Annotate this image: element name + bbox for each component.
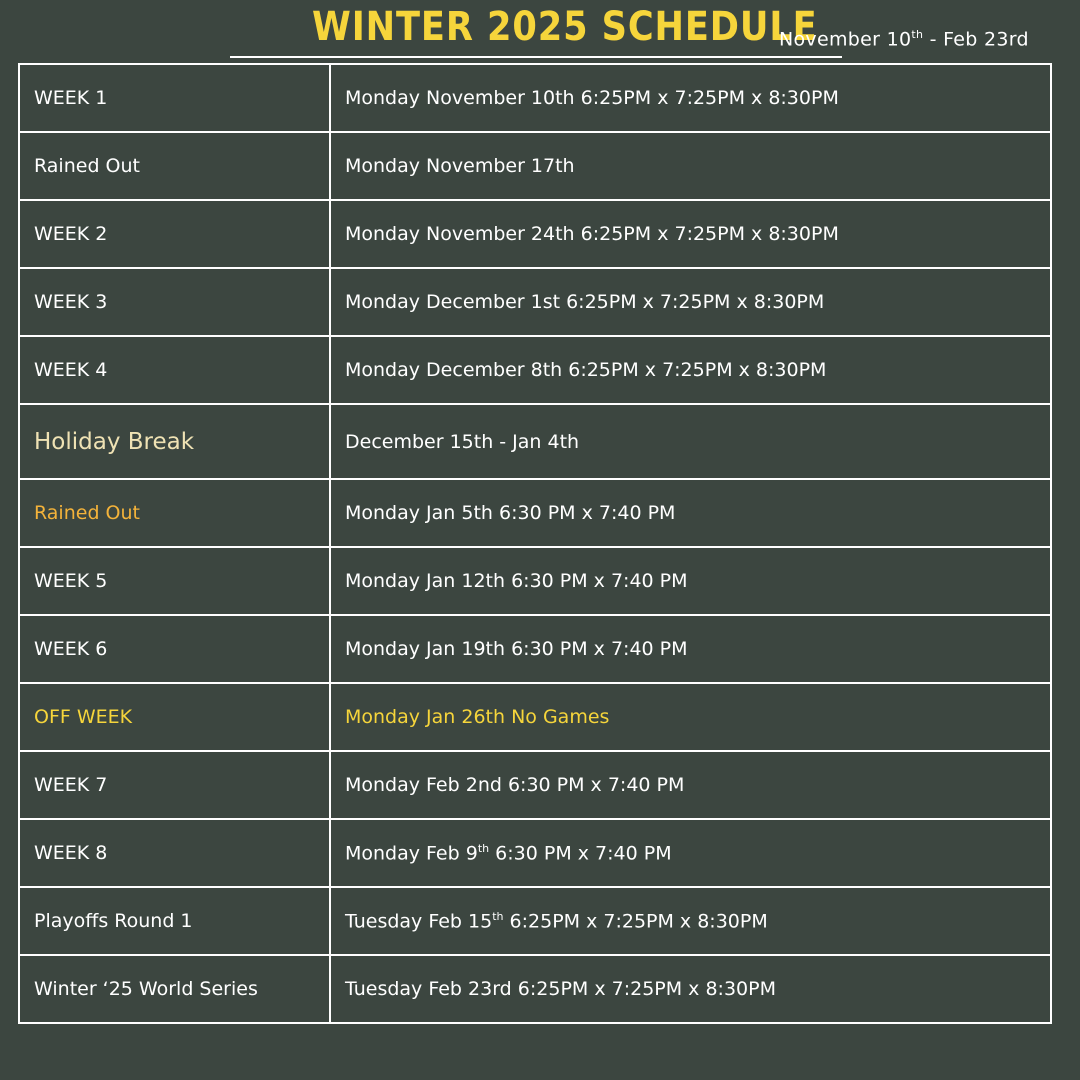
table-row — [19, 955, 1051, 1023]
table-row — [19, 268, 1051, 336]
row-detail — [330, 819, 1051, 887]
table-row — [19, 819, 1051, 887]
row-detail: Monday December 8th 6:25PM x 7:25PM x 8:30PM — [330, 336, 1051, 404]
row-label: WEEK 4 — [19, 336, 330, 404]
row-detail — [330, 887, 1051, 955]
row-detail-suffix: th — [492, 909, 504, 923]
row-label: WEEK 5 — [19, 547, 330, 615]
row-label: WEEK 6 — [19, 615, 330, 683]
row-detail: December 15th - Jan 4th — [330, 404, 1051, 479]
row-label-holiday: Holiday Break — [19, 404, 330, 479]
row-detail: Monday Feb 2nd 6:30 PM x 7:40 PM — [330, 751, 1051, 819]
row-label: WEEK 7 — [19, 751, 330, 819]
row-detail-post: 6:30 PM x 7:40 PM — [489, 842, 672, 865]
table-row — [19, 751, 1051, 819]
row-detail: Monday November 10th 6:25PM x 7:25PM x 8:30PM — [330, 64, 1051, 132]
row-label-rained-out: Rained Out — [19, 479, 330, 547]
row-detail-pre: Monday Feb 9 — [345, 842, 478, 865]
table-row-off-week — [19, 683, 1051, 751]
row-label: Winter ‘25 World Series — [19, 955, 330, 1023]
row-detail: Monday November 24th 6:25PM x 7:25PM x 8:30PM — [330, 200, 1051, 268]
row-detail: Monday Jan 19th 6:30 PM x 7:40 PM — [330, 615, 1051, 683]
row-detail: Monday Jan 12th 6:30 PM x 7:40 PM — [330, 547, 1051, 615]
table-row — [19, 132, 1051, 200]
row-detail-suffix: th — [477, 841, 490, 855]
table-row — [19, 336, 1051, 404]
row-detail-pre: Tuesday Feb 15 — [345, 910, 493, 933]
row-detail-off-week: Monday Jan 26th No Games — [330, 683, 1051, 751]
row-label-off-week: OFF WEEK — [19, 683, 330, 751]
row-label: WEEK 2 — [19, 200, 330, 268]
table-row — [19, 64, 1051, 132]
row-detail: Monday Jan 5th 6:30 PM x 7:40 PM — [330, 479, 1051, 547]
date-range-start: November 10 — [779, 28, 912, 51]
table-row — [19, 200, 1051, 268]
date-range-end: - Feb 23rd — [923, 28, 1029, 51]
row-label: WEEK 1 — [19, 64, 330, 132]
row-detail: Monday November 17th — [330, 132, 1051, 200]
date-range-start-suffix: th — [911, 28, 924, 41]
row-detail: Tuesday Feb 23rd 6:25PM x 7:25PM x 8:30PM — [330, 955, 1051, 1023]
table-row — [19, 887, 1051, 955]
row-label: Rained Out — [19, 132, 330, 200]
row-detail-post: 6:25PM x 7:25PM x 8:30PM — [503, 910, 768, 933]
table-row — [19, 547, 1051, 615]
schedule-table — [18, 63, 1052, 1024]
row-label: Playoffs Round 1 — [19, 887, 330, 955]
row-label: WEEK 3 — [19, 268, 330, 336]
table-row-holiday — [19, 404, 1051, 479]
table-row — [19, 615, 1051, 683]
date-range — [779, 28, 1029, 50]
row-label: WEEK 8 — [19, 819, 330, 887]
page-title: WINTER 2025 SCHEDULE — [312, 4, 818, 50]
title-underline — [230, 56, 842, 58]
row-detail: Monday December 1st 6:25PM x 7:25PM x 8:30PM — [330, 268, 1051, 336]
table-row — [19, 479, 1051, 547]
